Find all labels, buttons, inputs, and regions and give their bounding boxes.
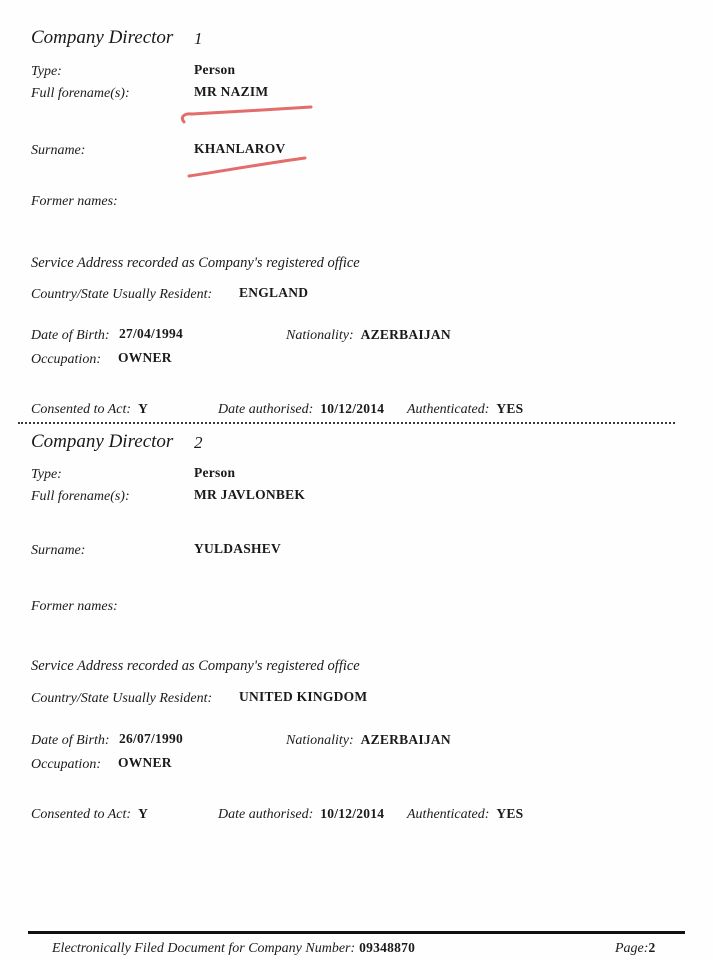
authorised-label: Date authorised: [218,402,314,417]
occupation-label: Occupation: [31,757,101,772]
footer-page-indicator [615,939,655,957]
director-1-heading-row [31,27,695,49]
occupation-row [31,755,695,777]
resident-value: ENGLAND [239,285,309,300]
footer-page-number: 2 [648,940,656,955]
authenticated-label: Authenticated: [407,402,490,417]
nationality-value: AZERBAIJAN [360,732,451,747]
service-address-row [31,254,695,276]
forename-row [31,487,695,509]
forename-value: MR JAVLONBEK [194,487,306,502]
surname-row [31,541,695,563]
consented-label: Consented to Act: [31,402,132,417]
dob-value: 27/04/1994 [119,326,184,341]
former-names-label: Former names: [31,599,118,614]
forename-label: Full forename(s): [31,86,130,101]
type-row [31,62,695,84]
consented-value: Y [138,401,149,416]
director-number: 2 [194,433,203,452]
consented-label: Consented to Act: [31,807,132,822]
occupation-row [31,350,695,372]
footer [0,939,713,959]
forename-label: Full forename(s): [31,489,130,504]
service-address-row [31,657,695,679]
occupation-value: OWNER [118,755,172,770]
footer-filed-label: Electronically Filed Document for Company Number: [52,941,356,956]
authorised-pair [218,400,384,418]
dob-value: 26/07/1990 [119,731,184,746]
consented-pair [31,400,148,417]
nationality-pair [286,731,451,749]
occupation-label: Occupation: [31,352,101,367]
authorised-label: Date authorised: [218,807,314,822]
authenticated-value: YES [496,401,524,416]
consent-row [31,400,695,422]
former-names-row [31,192,695,214]
nationality-pair [286,326,451,344]
dob-label: Date of Birth: [31,328,110,343]
red-pen-stroke [182,107,311,122]
dob-nationality-row [31,326,695,348]
type-label: Type: [31,64,62,79]
surname-row [31,141,695,163]
dotted-section-divider [18,422,675,424]
consented-value: Y [138,806,149,821]
resident-row [31,285,695,307]
nationality-label: Nationality: [286,328,354,343]
occupation-value: OWNER [118,350,172,365]
forename-row [31,84,695,106]
type-value: Person [194,465,236,480]
dob-nationality-row [31,731,695,753]
type-row [31,465,695,487]
surname-value: YULDASHEV [194,541,282,556]
nationality-value: AZERBAIJAN [360,327,451,342]
resident-value: UNITED KINGDOM [239,689,368,704]
nationality-label: Nationality: [286,733,354,748]
director-2-heading-row [31,431,695,453]
footer-rule [28,931,685,934]
authenticated-value: YES [496,806,524,821]
footer-page-label: Page: [615,941,649,956]
resident-row [31,689,695,711]
footer-filed-statement [52,939,415,957]
authenticated-label: Authenticated: [407,807,490,822]
surname-value: KHANLAROV [194,141,286,156]
footer-company-number: 09348870 [359,940,416,955]
authorised-pair [218,805,384,823]
consented-pair [31,805,148,822]
authorised-value: 10/12/2014 [320,806,385,821]
surname-label: Surname: [31,543,86,558]
resident-label: Country/State Usually Resident: [31,691,213,706]
authenticated-pair [407,805,523,823]
director-heading: Company Director [31,431,174,452]
service-address-note: Service Address recorded as Company's registered office [31,658,360,674]
resident-label: Country/State Usually Resident: [31,287,213,302]
service-address-note: Service Address recorded as Company's registered office [31,255,360,271]
authenticated-pair [407,400,523,418]
surname-label: Surname: [31,143,86,158]
forename-value: MR NAZIM [194,84,269,99]
former-names-label: Former names: [31,194,118,209]
director-number: 1 [194,29,203,48]
consent-row [31,805,695,827]
director-heading: Company Director [31,27,174,48]
dob-label: Date of Birth: [31,733,110,748]
authorised-value: 10/12/2014 [320,401,385,416]
type-label: Type: [31,467,62,482]
former-names-row [31,597,695,619]
type-value: Person [194,62,236,77]
